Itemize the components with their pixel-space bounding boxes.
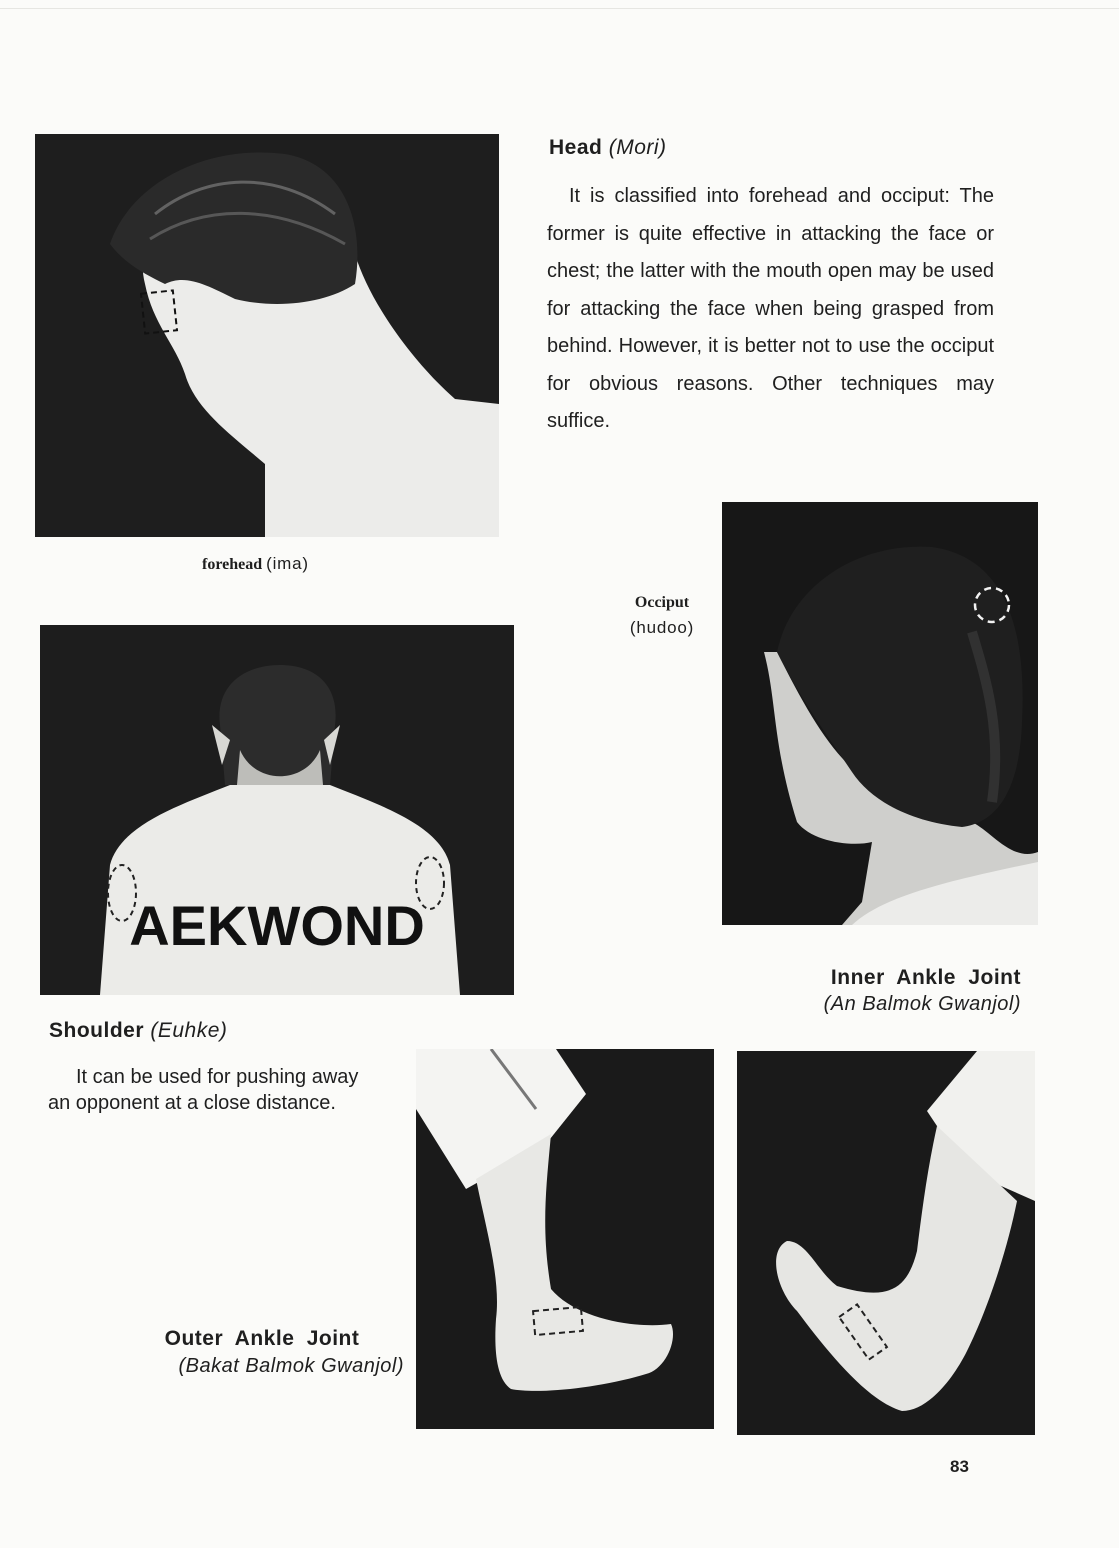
occiput-caption-ko: (hudoo) xyxy=(629,618,695,637)
head-title: Head xyxy=(549,136,603,159)
outer-ankle-heading xyxy=(96,1327,404,1378)
shoulder-photo xyxy=(40,625,514,995)
shoulder-title: Shoulder xyxy=(49,1019,145,1042)
inner-ankle-subtitle: (An Balmok Gwanjol) xyxy=(823,993,1021,1015)
occiput-caption xyxy=(612,594,712,638)
forehead-caption-en: forehead xyxy=(202,556,263,573)
head-profile-illustration xyxy=(35,134,499,537)
head-description xyxy=(547,178,994,441)
head-title-alt: (Mori) xyxy=(608,136,667,159)
occiput-photo xyxy=(722,502,1038,925)
outer-ankle-photo xyxy=(416,1049,714,1429)
back-view-illustration xyxy=(40,625,514,995)
occiput-caption-en: Occiput xyxy=(634,594,690,611)
inner-ankle-illustration xyxy=(737,1051,1035,1435)
forehead-caption xyxy=(202,554,309,574)
scan-edge-line xyxy=(0,8,1119,9)
forehead-caption-ko: (ima) xyxy=(266,554,309,573)
page-number: 83 xyxy=(950,1457,969,1476)
inner-ankle-title: Inner Ankle Joint xyxy=(830,966,1021,989)
rear-head-illustration xyxy=(722,502,1038,925)
outer-ankle-title: Outer Ankle Joint xyxy=(164,1327,360,1350)
forehead-photo xyxy=(35,134,499,537)
shoulder-title-alt: (Euhke) xyxy=(150,1019,228,1042)
jacket-text: AEKWOND xyxy=(129,894,425,957)
shoulder-description xyxy=(48,1064,386,1116)
shoulder-body: It can be used for pushing away an opponent at a close distance. xyxy=(48,1066,359,1114)
shoulder-heading xyxy=(49,1019,227,1043)
inner-ankle-photo xyxy=(737,1051,1035,1435)
outer-ankle-illustration xyxy=(416,1049,714,1429)
outer-ankle-subtitle: (Bakat Balmok Gwanjol) xyxy=(178,1355,404,1377)
head-heading xyxy=(549,136,667,160)
head-body: It is classified into forehead and occiput: The former is quite effective in attacking the face or chest; the latter with the mouth open may be used for attacking the face when being grasped from behind. However, it is better not to use the occiput for obvious reasons. Other techniques may suffice. xyxy=(547,185,994,432)
inner-ankle-heading xyxy=(755,966,1021,1016)
